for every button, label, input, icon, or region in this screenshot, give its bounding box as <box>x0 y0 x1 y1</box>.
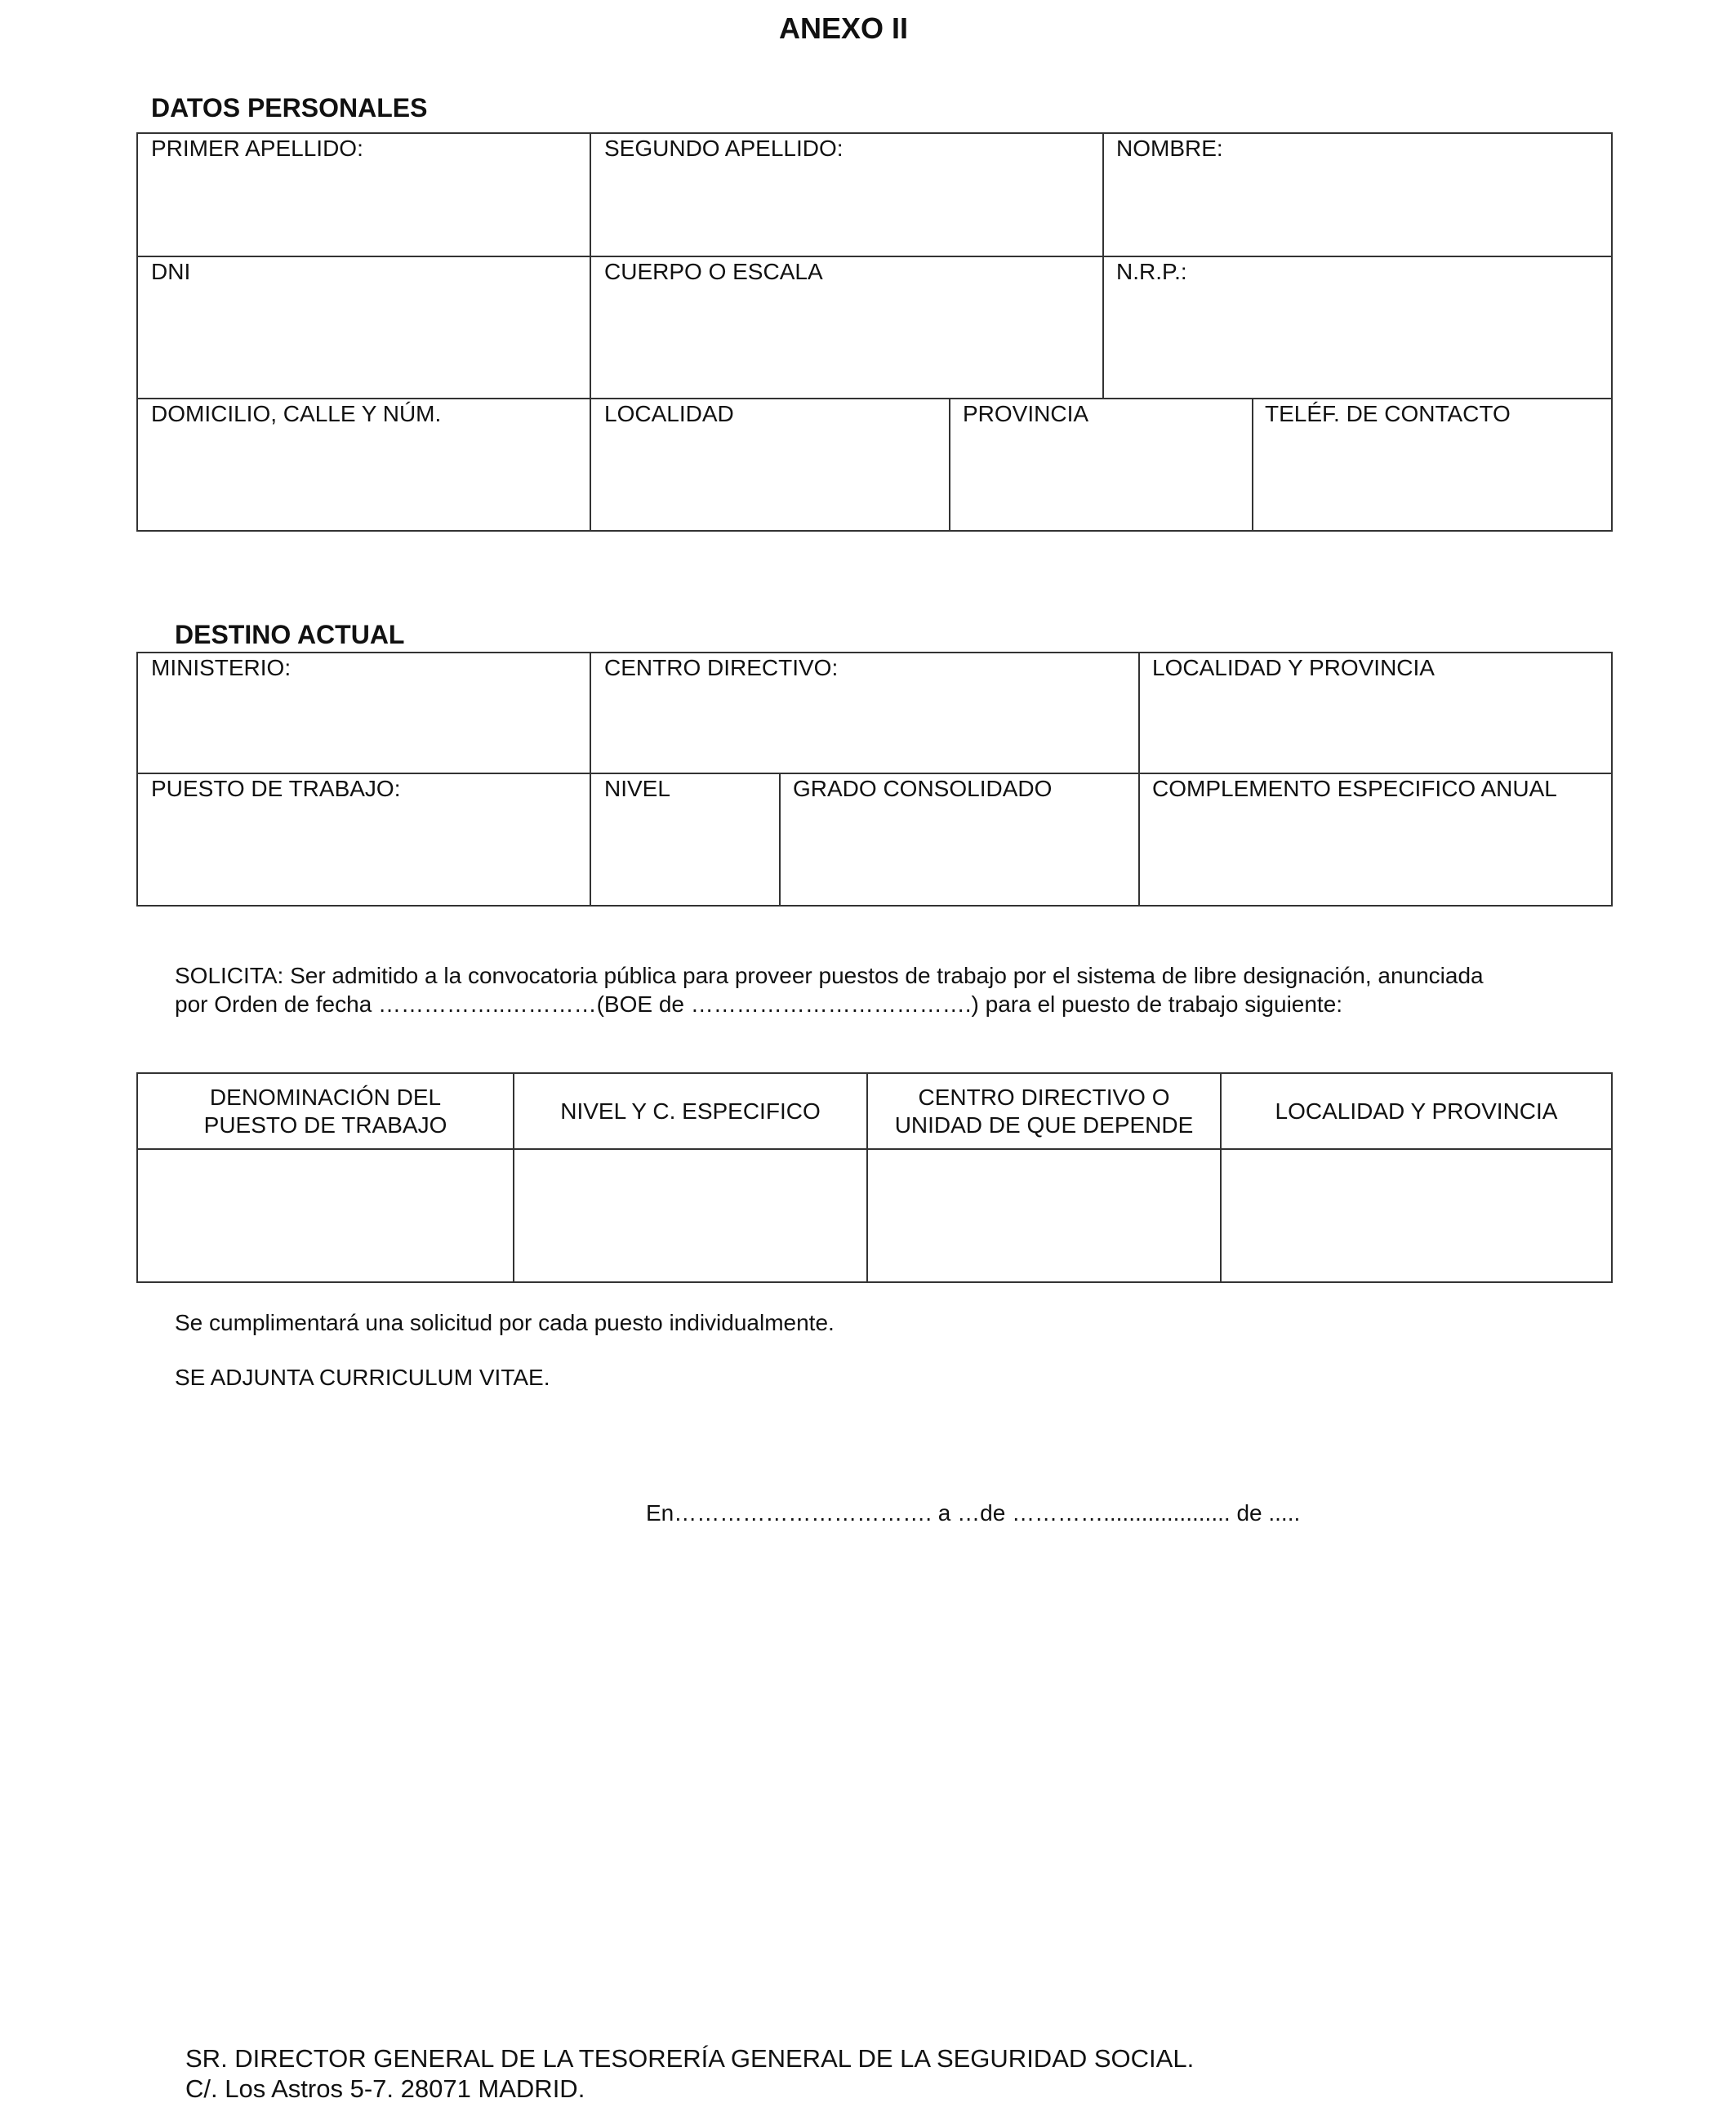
dni-label: DNI <box>151 259 191 284</box>
ministerio-label: MINISTERIO: <box>151 655 292 680</box>
ministerio-field[interactable] <box>139 653 588 771</box>
address-line: C/. Los Astros 5-7. 28071 MADRID. <box>185 2074 585 2103</box>
table-divider <box>949 398 950 532</box>
primer-apellido-field[interactable] <box>139 134 588 254</box>
primer-apellido-label: PRIMER APELLIDO: <box>151 136 363 161</box>
nrp-field[interactable] <box>1105 257 1611 396</box>
provincia-field[interactable] <box>951 399 1250 530</box>
solicita-line-1: SOLICITA: Ser admitido a la convocatoria pública para proveer puestos de trabajo por el sistema de libre designación, anunciada <box>175 963 1484 988</box>
nivel-especifico-field[interactable] <box>514 1150 866 1281</box>
note-solicitud-individual: Se cumplimentará una solicitud por cada puesto individualmente. <box>175 1310 835 1335</box>
solicita-line-2: por Orden de fecha ……………..…………(BOE de ……………………………….) para el puesto de trabajo siguiente: <box>175 991 1343 1017</box>
complemento-especifico-label: COMPLEMENTO ESPECIFICO ANUAL <box>1152 776 1557 801</box>
nivel-field[interactable] <box>592 774 777 905</box>
centro-directivo-unidad-field[interactable] <box>868 1150 1220 1281</box>
telefono-field[interactable] <box>1254 399 1611 530</box>
domicilio-field[interactable] <box>139 399 588 530</box>
addressee-line: SR. DIRECTOR GENERAL DE LA TESORERÍA GENERAL DE LA SEGURIDAD SOCIAL. <box>185 2044 1195 2073</box>
table-divider <box>1252 398 1253 532</box>
provincia-label: PROVINCIA <box>963 401 1089 426</box>
table-divider <box>1102 132 1104 398</box>
signature-date-line: En……………………………. a …de ………….................... de ..... <box>646 1500 1301 1526</box>
telefono-label: TELÉF. DE CONTACTO <box>1265 401 1511 426</box>
nrp-label: N.R.P.: <box>1116 259 1187 284</box>
header-centro-directivo-line-1: CENTRO DIRECTIVO O <box>918 1084 1170 1110</box>
localidad-label: LOCALIDAD <box>604 401 734 426</box>
header-denominacion-line-2: PUESTO DE TRABAJO <box>203 1112 447 1138</box>
complemento-especifico-field[interactable] <box>1141 774 1611 905</box>
puesto-trabajo-label: PUESTO DE TRABAJO: <box>151 776 401 801</box>
header-centro-directivo <box>868 1074 1220 1148</box>
note-curriculum: SE ADJUNTA CURRICULUM VITAE. <box>175 1365 550 1390</box>
puesto-trabajo-field[interactable] <box>139 774 588 905</box>
header-nivel-especifico-line-1: NIVEL Y C. ESPECIFICO <box>560 1098 821 1124</box>
localidad-provincia-puesto-field[interactable] <box>1222 1150 1611 1281</box>
domicilio-label: DOMICILIO, CALLE Y NÚM. <box>151 401 442 426</box>
document-title: ANEXO II <box>778 11 909 45</box>
localidad-field[interactable] <box>592 399 947 530</box>
centro-directivo-field[interactable] <box>592 653 1137 771</box>
nombre-field[interactable] <box>1105 134 1611 254</box>
header-denominacion-line-1: DENOMINACIÓN DEL <box>209 1084 442 1110</box>
localidad-provincia-field[interactable] <box>1141 653 1611 771</box>
table-divider <box>590 132 591 532</box>
nombre-label: NOMBRE: <box>1116 136 1223 161</box>
centro-directivo-label: CENTRO DIRECTIVO: <box>604 655 839 680</box>
cuerpo-escala-label: CUERPO O ESCALA <box>604 259 823 284</box>
segundo-apellido-label: SEGUNDO APELLIDO: <box>604 136 844 161</box>
destino-actual-heading: DESTINO ACTUAL <box>175 620 405 649</box>
table-divider <box>1138 652 1140 907</box>
denominacion-field[interactable] <box>138 1150 513 1281</box>
header-centro-directivo-line-2: UNIDAD DE QUE DEPENDE <box>894 1112 1194 1138</box>
dni-field[interactable] <box>139 257 588 396</box>
table-divider <box>779 773 781 907</box>
nivel-label: NIVEL <box>604 776 670 801</box>
segundo-apellido-field[interactable] <box>592 134 1100 254</box>
header-nivel-especifico <box>514 1074 866 1148</box>
table-divider <box>590 652 591 907</box>
header-localidad-provincia-line-1: LOCALIDAD Y PROVINCIA <box>1275 1098 1558 1124</box>
cuerpo-escala-field[interactable] <box>592 257 1100 396</box>
grado-consolidado-label: GRADO CONSOLIDADO <box>793 776 1053 801</box>
datos-personales-heading: DATOS PERSONALES <box>151 93 428 123</box>
localidad-provincia-label: LOCALIDAD Y PROVINCIA <box>1152 655 1435 680</box>
header-localidad-provincia <box>1222 1074 1611 1148</box>
header-denominacion <box>138 1074 513 1148</box>
grado-consolidado-field[interactable] <box>781 774 1137 905</box>
